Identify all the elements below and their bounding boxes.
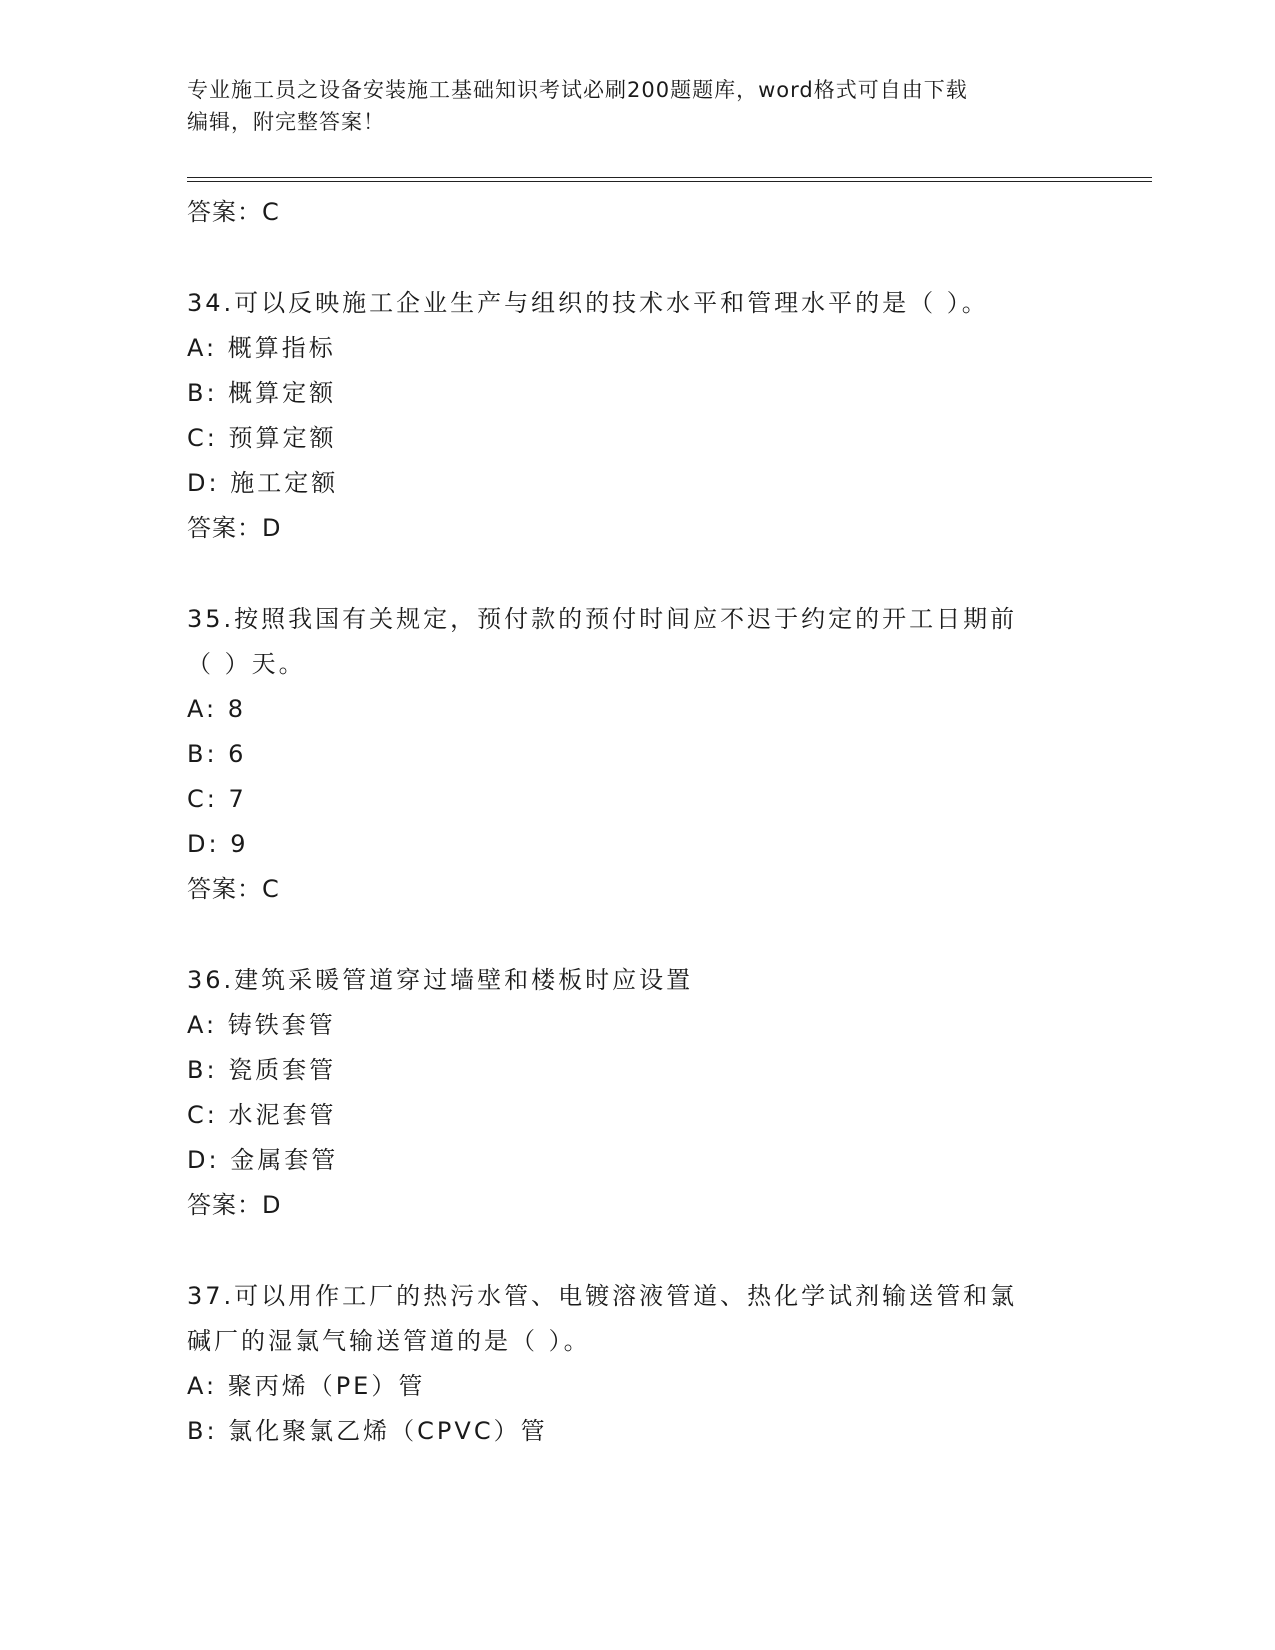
header-line-1: 专业施工员之设备安装施工基础知识考试必刷200题题库，word格式可自由下载 [187,78,968,102]
option-b: B: 氯化聚氯乙烯（CPVC）管 [187,1417,548,1445]
question-stem: 36.建筑采暖管道穿过墙壁和楼板时应设置 [187,966,694,994]
question-34 [187,281,1087,551]
question-stem-continued: 碱厂的湿氯气输送管道的是（ ）。 [187,1327,591,1355]
header-rule-bottom [187,181,1152,182]
option-d: D: 9 [187,830,249,858]
answer: 答案：D [187,514,282,542]
option-a: A: 8 [187,695,246,723]
answer: 答案：D [187,1191,282,1219]
question-37 [187,1274,1087,1454]
previous-answer: 答案：C [187,198,280,226]
question-stem: 35.按照我国有关规定，预付款的预付时间应不迟于约定的开工日期前 [187,605,1018,633]
option-a: A: 聚丙烯（PE）管 [187,1372,426,1400]
header-line-2: 编辑，附完整答案！ [187,110,385,134]
question-36 [187,958,1087,1228]
answer: 答案：C [187,875,280,903]
option-d: D: 施工定额 [187,469,339,497]
option-a: A: 铸铁套管 [187,1011,336,1039]
question-list [187,190,1087,1454]
document-header [187,74,1087,138]
question-stem: 37.可以用作工厂的热污水管、电镀溶液管道、热化学试剂输送管和氯 [187,1282,1018,1310]
option-b: B: 概算定额 [187,379,337,407]
option-c: C: 水泥套管 [187,1101,337,1129]
option-b: B: 6 [187,740,247,768]
option-c: C: 预算定额 [187,424,337,452]
question-stem-continued: （ ）天。 [187,650,306,678]
header-rule-top [187,177,1152,178]
option-c: C: 7 [187,785,247,813]
option-b: B: 瓷质套管 [187,1056,337,1084]
option-d: D: 金属套管 [187,1146,339,1174]
option-a: A: 概算指标 [187,334,336,362]
question-35 [187,597,1087,912]
question-stem: 34.可以反映施工企业生产与组织的技术水平和管理水平的是（ ）。 [187,289,989,317]
